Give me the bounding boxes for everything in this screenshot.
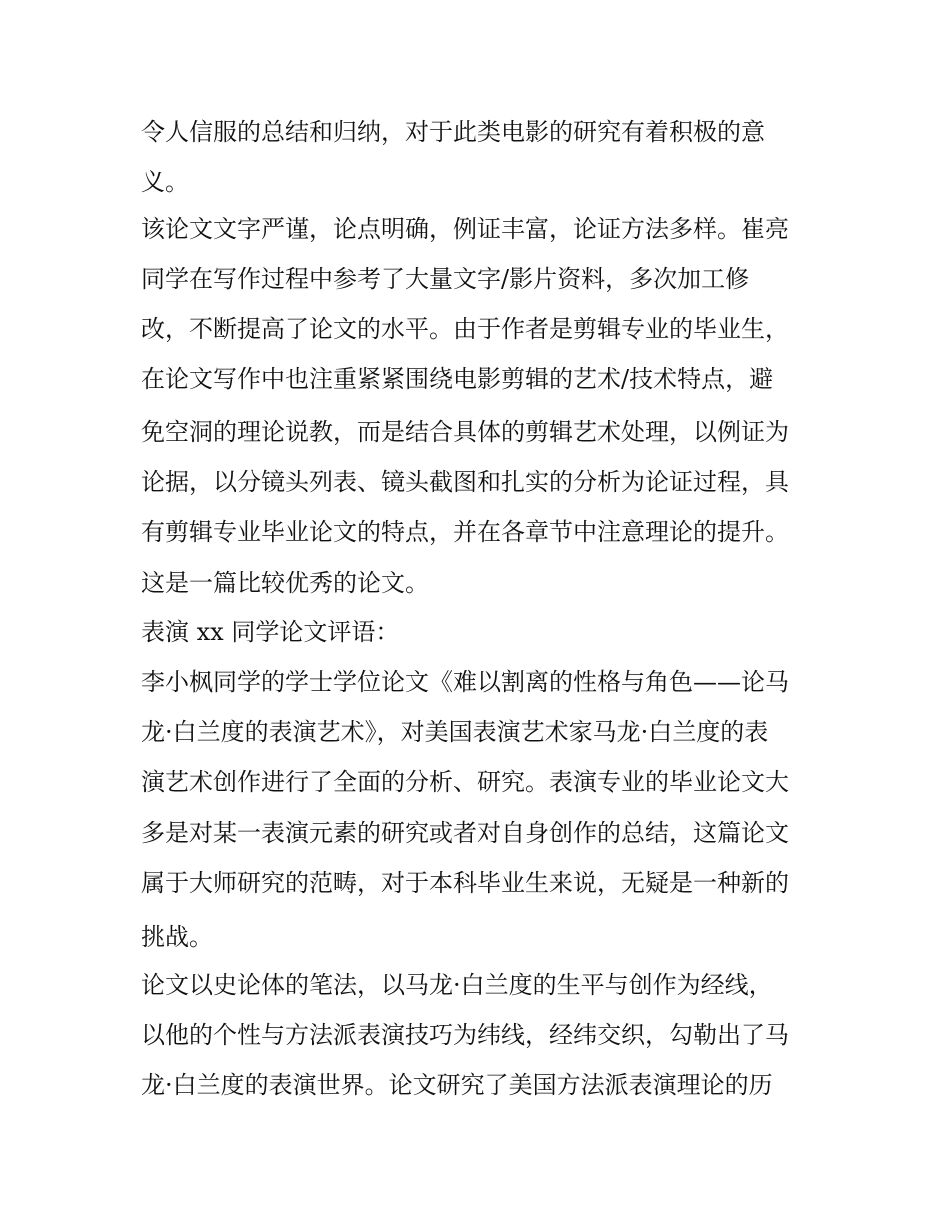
text-line: 有剪辑专业毕业论文的特点，并在各章节中注意理论的提升。 [141,518,789,546]
text-line: 义。 [141,168,189,196]
text-line: 挑战。 [141,923,213,951]
text-line: 论据，以分镜头列表、镜头截图和扎实的分析为论证过程，具 [141,468,789,496]
text-line: 免空洞的理论说教，而是结合具体的剪辑艺术处理，以例证为 [141,418,789,446]
text-line: 李小枫同学的学士学位论文《难以割离的性格与角色——论马 [141,668,789,696]
text-line: 令人信服的总结和归纳，对于此类电影的研究有着积极的意 [141,118,765,146]
text-line: 改，不断提高了论文的水平。由于作者是剪辑专业的毕业生， [141,315,789,343]
section-heading: 表演 xx 同学论文评语： [141,618,400,646]
text-line: 这是一篇比较优秀的论文。 [141,569,429,597]
text-line: 龙·白兰度的表演艺术》，对美国表演艺术家马龙·白兰度的表 [141,718,769,746]
text-line: 属于大师研究的范畴，对于本科毕业生来说，无疑是一种新的 [141,869,789,897]
text-line: 多是对某一表演元素的研究或者对自身创作的总结，这篇论文 [141,819,789,847]
text-line: 在论文写作中也注重紧紧围绕电影剪辑的艺术/技术特点，避 [141,365,774,393]
text-line: 同学在写作过程中参考了大量文字/影片资料，多次加工修 [141,265,750,293]
text-line: 该论文文字严谨，论点明确，例证丰富，论证方法多样。崔亮 [141,215,789,243]
text-line: 论文以史论体的笔法，以马龙·白兰度的生平与创作为经线， [141,971,773,999]
text-line: 龙·白兰度的表演世界。论文研究了美国方法派表演理论的历 [141,1071,773,1099]
text-line: 以他的个性与方法派表演技巧为纬线，经纬交织，勾勒出了马 [141,1021,789,1049]
text-line: 演艺术创作进行了全面的分析、研究。表演专业的毕业论文大 [141,768,789,796]
